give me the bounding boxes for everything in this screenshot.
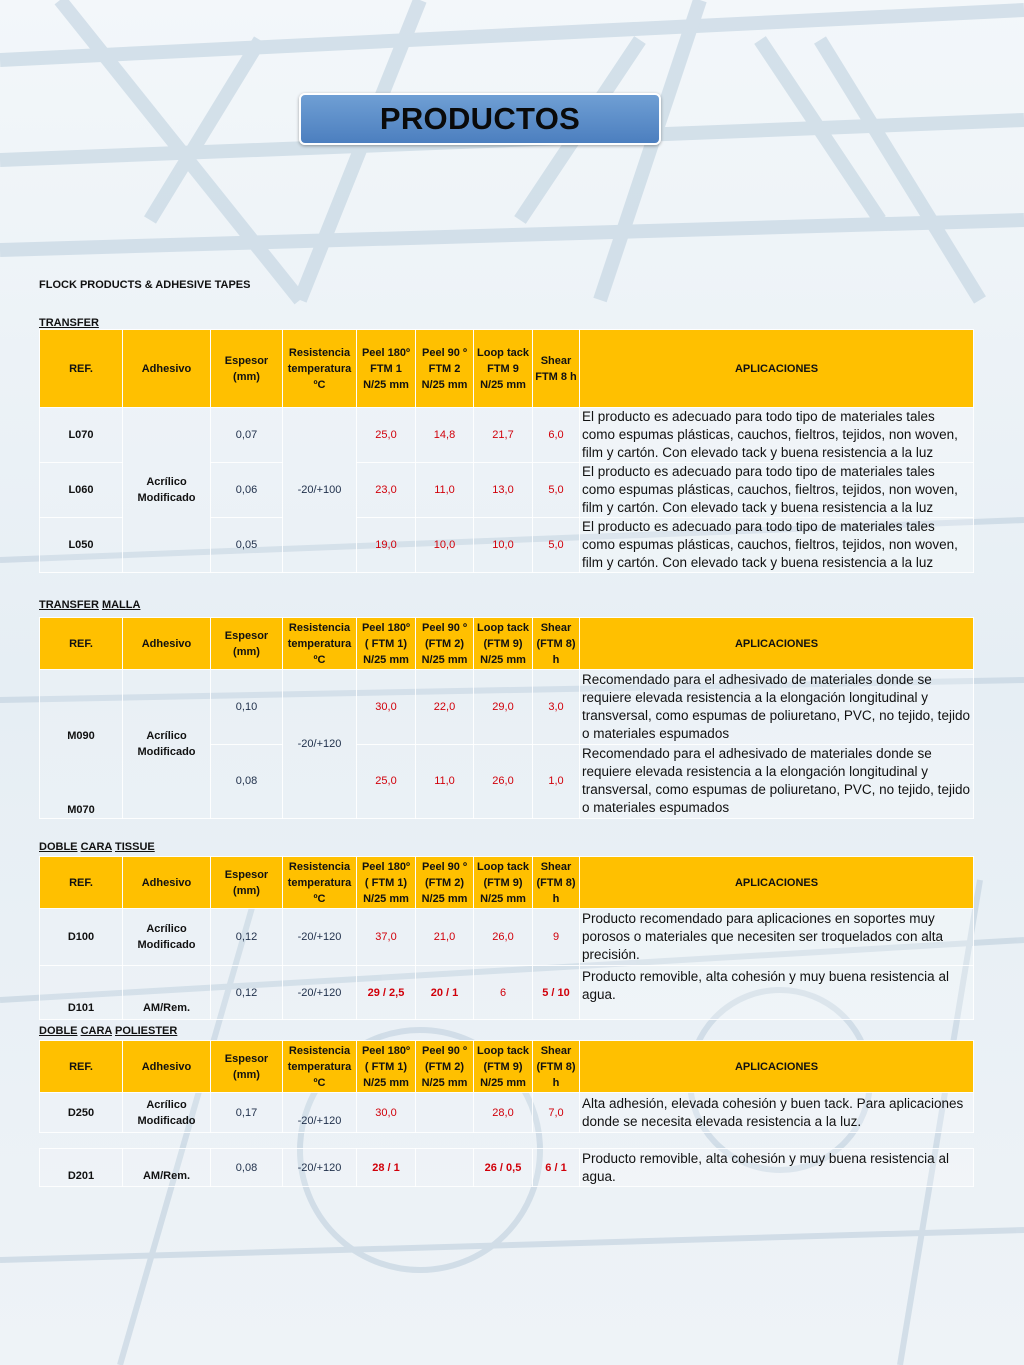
cell-shear: 5,0 <box>533 518 580 573</box>
section-label-doble-cara-poliester: DOBLE CARA POLIESTER <box>39 1025 178 1037</box>
cell-espesor: 0,05 <box>211 518 283 573</box>
cell-loop-tack: 28,0 <box>474 1093 533 1133</box>
header-adhesivo: Adhesivo <box>123 857 211 909</box>
cell-adhesivo: Acrílico Modificado <box>123 909 211 966</box>
cell-resistencia: -20/+120 <box>283 1149 357 1187</box>
cell-loop-tack: 6 <box>474 966 533 1020</box>
cell-shear: 3,0 <box>533 670 580 745</box>
cell-peel-180: 28 / 1 <box>357 1149 416 1187</box>
cell-ref: D250 <box>40 1093 123 1133</box>
header-peel-90: Peel 90 º (FTM 2) N/25 mm <box>416 857 474 909</box>
cell-shear: 9 <box>533 909 580 966</box>
header-ref: REF. <box>40 857 123 909</box>
header-aplicaciones: APLICACIONES <box>580 330 974 408</box>
cell-loop-tack: 26,0 <box>474 744 533 819</box>
cell-peel-180: 29 / 2,5 <box>357 966 416 1020</box>
cell-espesor: 0,10 <box>211 670 283 745</box>
cell-espesor: 0,06 <box>211 463 283 518</box>
cell-peel-90 <box>416 1149 474 1187</box>
cell-peel-180: 30,0 <box>357 670 416 745</box>
cell-peel-90: 21,0 <box>416 909 474 966</box>
page-title: PRODUCTOS <box>379 101 581 136</box>
cell-adhesivo: Acrílico Modificado <box>123 408 211 573</box>
header-adhesivo: Adhesivo <box>123 330 211 408</box>
header-espesor: Espesor (mm) <box>211 330 283 408</box>
cell-espesor: 0,08 <box>211 744 283 819</box>
page-title-banner <box>299 93 661 145</box>
header-loop-tack: Loop tack (FTM 9) N/25 mm <box>474 618 533 670</box>
header-resistencia: Resistencia temperatura ºC <box>283 857 357 909</box>
header-ref: REF. <box>40 1041 123 1093</box>
table-row <box>40 1149 974 1187</box>
header-aplicaciones: APLICACIONES <box>580 1041 974 1093</box>
header-peel-90: Peel 90 º (FTM 2) N/25 mm <box>416 618 474 670</box>
table-row <box>40 1093 974 1133</box>
table-header-row <box>40 330 974 408</box>
header-shear: Shear (FTM 8) h <box>533 857 580 909</box>
header-adhesivo: Adhesivo <box>123 1041 211 1093</box>
cell-aplicaciones: Recomendado para el adhesivado de materiales donde se requiere elevada resistencia a la elongación longitudinal y transversal, como espumas de poliuretano, PVC, no tejido, tejido o materiales espumados <box>580 670 974 745</box>
cell-espesor: 0,07 <box>211 408 283 463</box>
header-loop-tack: Loop tack FTM 9 N/25 mm <box>474 330 533 408</box>
cell-loop-tack: 21,7 <box>474 408 533 463</box>
header-peel-90: Peel 90 º FTM 2 N/25 mm <box>416 330 474 408</box>
cell-peel-90: 11,0 <box>416 744 474 819</box>
cell-ref: D101 <box>40 966 123 1020</box>
table-header-row <box>40 618 974 670</box>
cell-peel-180: 25,0 <box>357 744 416 819</box>
cell-ref: L070 <box>40 408 123 463</box>
header-adhesivo: Adhesivo <box>123 618 211 670</box>
cell-aplicaciones: Recomendado para el adhesivado de materiales donde se requiere elevada resistencia a la elongación longitudinal y transversal, como espumas de poliuretano, PVC, no tejido, tejido o materiales espumados <box>580 744 974 819</box>
header-loop-tack: Loop tack (FTM 9) N/25 mm <box>474 1041 533 1093</box>
cell-peel-180: 37,0 <box>357 909 416 966</box>
cell-loop-tack: 13,0 <box>474 463 533 518</box>
header-peel-90: Peel 90 º (FTM 2) N/25 mm <box>416 1041 474 1093</box>
cell-aplicaciones: El producto es adecuado para todo tipo de materiales tales como espumas plásticas, cauchos, fieltros, tejidos, non woven, film y cartón. Con elevado tack y buena resistencia a la luz <box>580 518 974 573</box>
table-doble-cara-tissue <box>39 856 974 1020</box>
cell-aplicaciones: Producto recomendado para aplicaciones en soportes muy porosos o materiales que necesiten ser troquelados con alta precisión. <box>580 909 974 966</box>
header-aplicaciones: APLICACIONES <box>580 857 974 909</box>
cell-resistencia: -20/+120 <box>283 909 357 966</box>
cell-loop-tack: 10,0 <box>474 518 533 573</box>
table-transfer-malla <box>39 617 974 819</box>
cell-adhesivo: Acrílico Modificado <box>123 670 211 819</box>
header-ref: REF. <box>40 618 123 670</box>
cell-espesor: 0,17 <box>211 1093 283 1133</box>
table-row <box>40 966 974 1020</box>
header-resistencia: Resistencia temperatura ºC <box>283 618 357 670</box>
cell-aplicaciones: El producto es adecuado para todo tipo de materiales tales como espumas plásticas, cauchos, fieltros, tejidos, non woven, film y cartón. Con elevado tack y buena resistencia a la luz <box>580 463 974 518</box>
cell-peel-180: 23,0 <box>357 463 416 518</box>
cell-shear: 6 / 1 <box>533 1149 580 1187</box>
header-espesor: Espesor (mm) <box>211 618 283 670</box>
cell-peel-90: 20 / 1 <box>416 966 474 1020</box>
cell-resistencia: -20/+120 <box>283 1093 357 1133</box>
table-spacer-row <box>40 1133 974 1149</box>
cell-peel-90: 14,8 <box>416 408 474 463</box>
cell-resistencia: -20/+120 <box>283 966 357 1020</box>
header-resistencia: Resistencia temperatura ºC <box>283 1041 357 1093</box>
header-shear: Shear (FTM 8) h <box>533 1041 580 1093</box>
ref-m070: M070 <box>67 804 95 816</box>
table-header-row <box>40 1041 974 1093</box>
header-peel-180: Peel 180º ( FTM 1) N/25 mm <box>357 1041 416 1093</box>
header-aplicaciones: APLICACIONES <box>580 618 974 670</box>
cell-espesor: 0,12 <box>211 909 283 966</box>
cell-ref: D201 <box>40 1149 123 1187</box>
table-header-row <box>40 857 974 909</box>
section-label-doble-cara-tissue: DOBLE CARA TISSUE <box>39 841 155 853</box>
cell-espesor: 0,12 <box>211 966 283 1020</box>
cell-resistencia: -20/+100 <box>283 408 357 573</box>
table-transfer <box>39 329 974 573</box>
ref-m090: M090 <box>67 730 95 742</box>
document-heading: FLOCK PRODUCTS & ADHESIVE TAPES <box>39 279 251 291</box>
cell-ref: L060 <box>40 463 123 518</box>
cell-adhesivo: AM/Rem. <box>123 966 211 1020</box>
header-peel-180: Peel 180º ( FTM 1) N/25 mm <box>357 857 416 909</box>
cell-loop-tack: 29,0 <box>474 670 533 745</box>
cell-shear: 1,0 <box>533 744 580 819</box>
table-row <box>40 408 974 463</box>
cell-shear: 5 / 10 <box>533 966 580 1020</box>
cell-ref: L050 <box>40 518 123 573</box>
cell-ref: D100 <box>40 909 123 966</box>
header-espesor: Espesor (mm) <box>211 1041 283 1093</box>
table-doble-cara-poliester <box>39 1040 974 1187</box>
header-shear: Shear FTM 8 h <box>533 330 580 408</box>
cell-peel-90: 22,0 <box>416 670 474 745</box>
cell-espesor: 0,08 <box>211 1149 283 1187</box>
cell-aplicaciones: Producto removible, alta cohesión y muy buena resistencia al agua. <box>580 1149 974 1187</box>
cell-peel-90: 11,0 <box>416 463 474 518</box>
cell-loop-tack: 26,0 <box>474 909 533 966</box>
cell-shear: 5,0 <box>533 463 580 518</box>
header-ref: REF. <box>40 330 123 408</box>
cell-peel-90 <box>416 1093 474 1133</box>
cell-aplicaciones: Producto removible, alta cohesión y muy buena resistencia al agua. <box>580 966 974 1020</box>
cell-adhesivo: Acrílico Modificado <box>123 1093 211 1133</box>
cell-loop-tack: 26 / 0,5 <box>474 1149 533 1187</box>
header-loop-tack: Loop tack (FTM 9) N/25 mm <box>474 857 533 909</box>
header-peel-180: Peel 180º ( FTM 1) N/25 mm <box>357 618 416 670</box>
cell-peel-180: 25,0 <box>357 408 416 463</box>
section-label-transfer: TRANSFER <box>39 317 99 329</box>
cell-resistencia: -20/+120 <box>283 670 357 819</box>
cell-peel-180: 30,0 <box>357 1093 416 1133</box>
cell-aplicaciones: Alta adhesión, elevada cohesión y buen tack. Para aplicaciones donde se necesita elevada resistencia a la luz. <box>580 1093 974 1133</box>
cell-adhesivo: AM/Rem. <box>123 1149 211 1187</box>
header-peel-180: Peel 180º FTM 1 N/25 mm <box>357 330 416 408</box>
cell-shear: 7,0 <box>533 1093 580 1133</box>
header-espesor: Espesor (mm) <box>211 857 283 909</box>
cell-peel-180: 19,0 <box>357 518 416 573</box>
cell-ref <box>40 670 123 819</box>
cell-aplicaciones: El producto es adecuado para todo tipo de materiales tales como espumas plásticas, cauchos, fieltros, tejidos, non woven, film y cartón. Con elevado tack y buena resistencia a la luz <box>580 408 974 463</box>
table-row <box>40 670 974 745</box>
header-resistencia: Resistencia temperatura ºC <box>283 330 357 408</box>
cell-shear: 6,0 <box>533 408 580 463</box>
cell-peel-90: 10,0 <box>416 518 474 573</box>
section-label-transfer-malla: TRANSFER MALLA <box>39 599 141 611</box>
header-shear: Shear (FTM 8) h <box>533 618 580 670</box>
table-row <box>40 909 974 966</box>
